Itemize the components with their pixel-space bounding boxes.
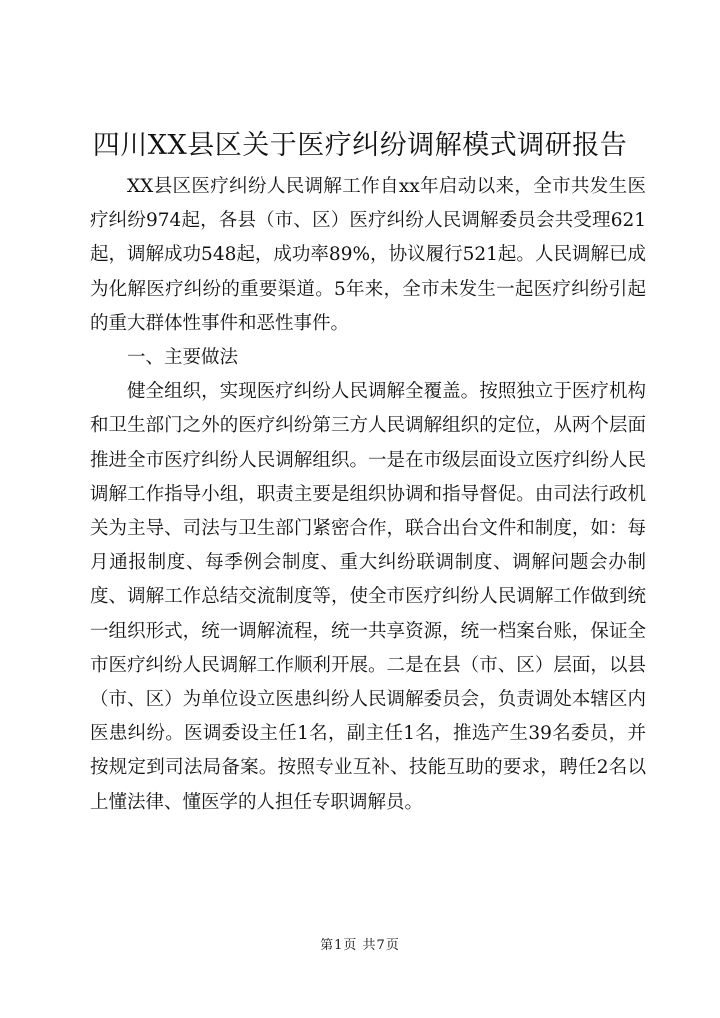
intro-paragraph: XX县区医疗纠纷人民调解工作自xx年启动以来，全市共发生医疗纠纷974起，各县（市、区）医疗纠纷人民调解委员会共受理621起，调解成功548起，成功率89%，协议履行521起。人民调解已成为化解医疗纠纷的重要渠道。5年来，全市未发生一起医疗纠纷引起的重大群体性事件和恶性事件。 bbox=[90, 176, 646, 334]
document-body bbox=[90, 170, 646, 820]
body-paragraph: 健全组织，实现医疗纠纷人民调解全覆盖。按照独立于医疗机构和卫生部门之外的医疗纠纷第三方人民调解组织的定位，从两个层面推进全市医疗纠纷人民调解组织。一是在市级层面设立医疗纠纷人民调解工作指导小组，职责主要是组织协调和指导督促。由司法行政机关为主导、司法与卫生部门紧密合作，联合出台文件和制度，如：每月通报制度、每季例会制度、重大纠纷联调制度、调解问题会办制度、调解工作总结交流制度等，使全市医疗纠纷人民调解工作做到统一组织形式，统一调解流程，统一共享资源，统一档案台账，保证全市医疗纠纷人民调解工作顺利开展。二是在县（市、区）层面，以县（市、区）为单位设立医患纠纷人民调解委员会，负责调处本辖区内医患纠纷。医调委设主任1名，副主任1名，推选产生39名委员，并按规定到司法局备案。按照专业互补、技能互助的要求，聘任2名以上懂法律、懂医学的人担任专职调解员。 bbox=[90, 381, 646, 813]
document-title: 四川XX县区关于医疗纠纷调解模式调研报告 bbox=[92, 130, 628, 161]
page-footer: 第1页 共7页 bbox=[320, 938, 400, 953]
section-heading: 一、主要做法 bbox=[127, 347, 239, 369]
